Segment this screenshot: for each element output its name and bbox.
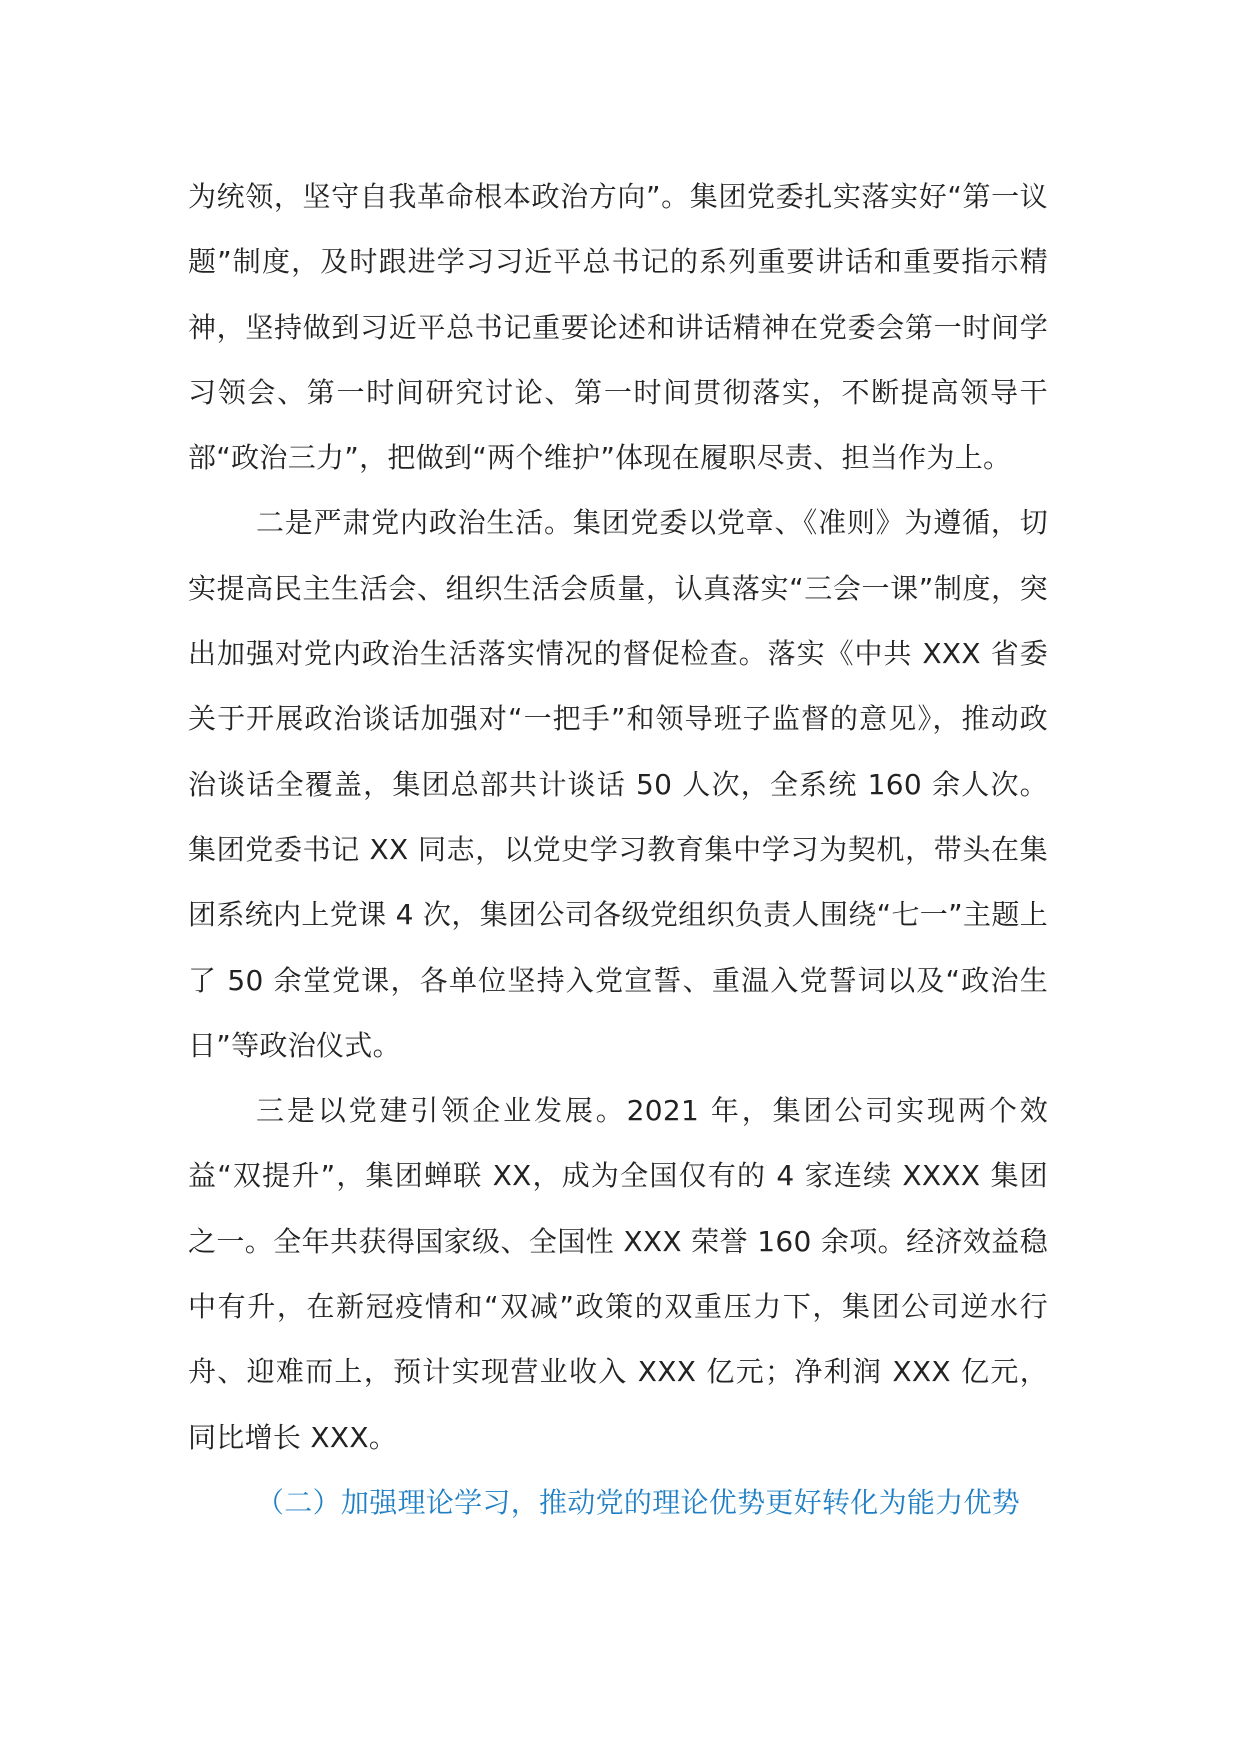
section-heading: （二）加强理论学习，推动党的理论优势更好转化为能力优势 <box>256 1485 1021 1519</box>
paragraph-enterprise-development: 三是以党建引领企业发展。2021 年，集团公司实现两个效益“双提升”，集团蝉联 XX，成为全国仅有的 4 家连续 XXXX 集团之一。全年共获得国家级、全国性 XXX 荣誉 160 余项。经济效益稳中有升，在新冠疫情和“双减”政策的双重压力下，集团公司逆水行舟、迎难而上，预计实现营业收入 XXX 亿元；净利润 XXX 亿元，同比增长 XXX。 <box>188 1094 1048 1454</box>
paragraph-continuation: 为统领，坚守自我革命根本政治方向”。集团党委扎实落实好“第一议题”制度，及时跟进学习习近平总书记的系列重要讲话和重要指示精神，坚持做到习近平总书记重要论述和讲话精神在党委会第一时间学习领会、第一时间研究讨论、第一时间贯彻落实，不断提高领导干部“政治三力”，把做到“两个维护”体现在履职尽责、担当作为上。 <box>188 180 1048 475</box>
paragraph-political-life: 二是严肃党内政治生活。集团党委以党章、《准则》为遵循，切实提高民主生活会、组织生活会质量，认真落实“三会一课”制度，突出加强对党内政治生活落实情况的督促检查。落实《中共 XXX 省委关于开展政治谈话加强对“一把手”和领导班子监督的意见》，推动政治谈话全覆盖，集团总部共计谈话 50 人次，全系统 160 余人次。集团党委书记 XX 同志，以党史学习教育集中学习为契机，带头在集团系统内上党课 4 次，集团公司各级党组织负责人围绕“七一”主题上了 50 余堂党课，各单位坚持入党宣誓、重温入党誓词以及“政治生日”等政治仪式。 <box>188 506 1048 1062</box>
document-body <box>188 164 1048 1535</box>
